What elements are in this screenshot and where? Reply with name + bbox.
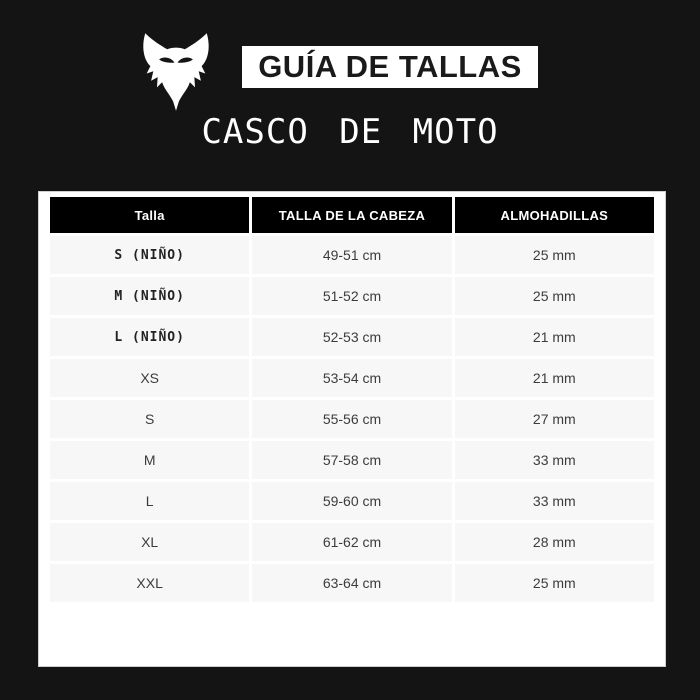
size-cell: XL — [50, 523, 249, 561]
head-size-cell: 49-51 cm — [252, 236, 451, 274]
head-size-cell: 59-60 cm — [252, 482, 451, 520]
fox-head-logo-icon — [139, 31, 213, 113]
padding-cell: 25 mm — [455, 277, 654, 315]
size-cell: L (NIÑO) — [50, 318, 249, 356]
padding-cell: 25 mm — [455, 236, 654, 274]
padding-cell: 21 mm — [455, 359, 654, 397]
head-size-cell: 51-52 cm — [252, 277, 451, 315]
size-guide-badge — [242, 46, 538, 88]
product-subtitle: CASCO DE MOTO — [201, 112, 499, 152]
padding-cell: 21 mm — [455, 318, 654, 356]
size-chart-card — [38, 191, 666, 667]
size-cell: L — [50, 482, 249, 520]
head-size-cell: 55-56 cm — [252, 400, 451, 438]
padding-cell: 25 mm — [455, 564, 654, 602]
size-cell: M — [50, 441, 249, 479]
head-size-cell: 53-54 cm — [252, 359, 451, 397]
size-cell: S (NIÑO) — [50, 236, 249, 274]
head-size-cell: 57-58 cm — [252, 441, 451, 479]
size-cell: XS — [50, 359, 249, 397]
padding-cell: 33 mm — [455, 441, 654, 479]
column-header-pads: ALMOHADILLAS — [455, 197, 654, 233]
size-cell: S — [50, 400, 249, 438]
head-size-cell: 61-62 cm — [252, 523, 451, 561]
padding-cell: 33 mm — [455, 482, 654, 520]
padding-cell: 28 mm — [455, 523, 654, 561]
head-size-cell: 63-64 cm — [252, 564, 451, 602]
size-cell: XXL — [50, 564, 249, 602]
size-table — [50, 197, 654, 602]
head-size-cell: 52-53 cm — [252, 318, 451, 356]
padding-cell: 27 mm — [455, 400, 654, 438]
size-cell: M (NIÑO) — [50, 277, 249, 315]
size-guide-badge-label: GUÍA DE TALLAS — [258, 49, 522, 84]
column-header-head-size: TALLA DE LA CABEZA — [252, 197, 451, 233]
column-header-size: Talla — [50, 197, 249, 233]
